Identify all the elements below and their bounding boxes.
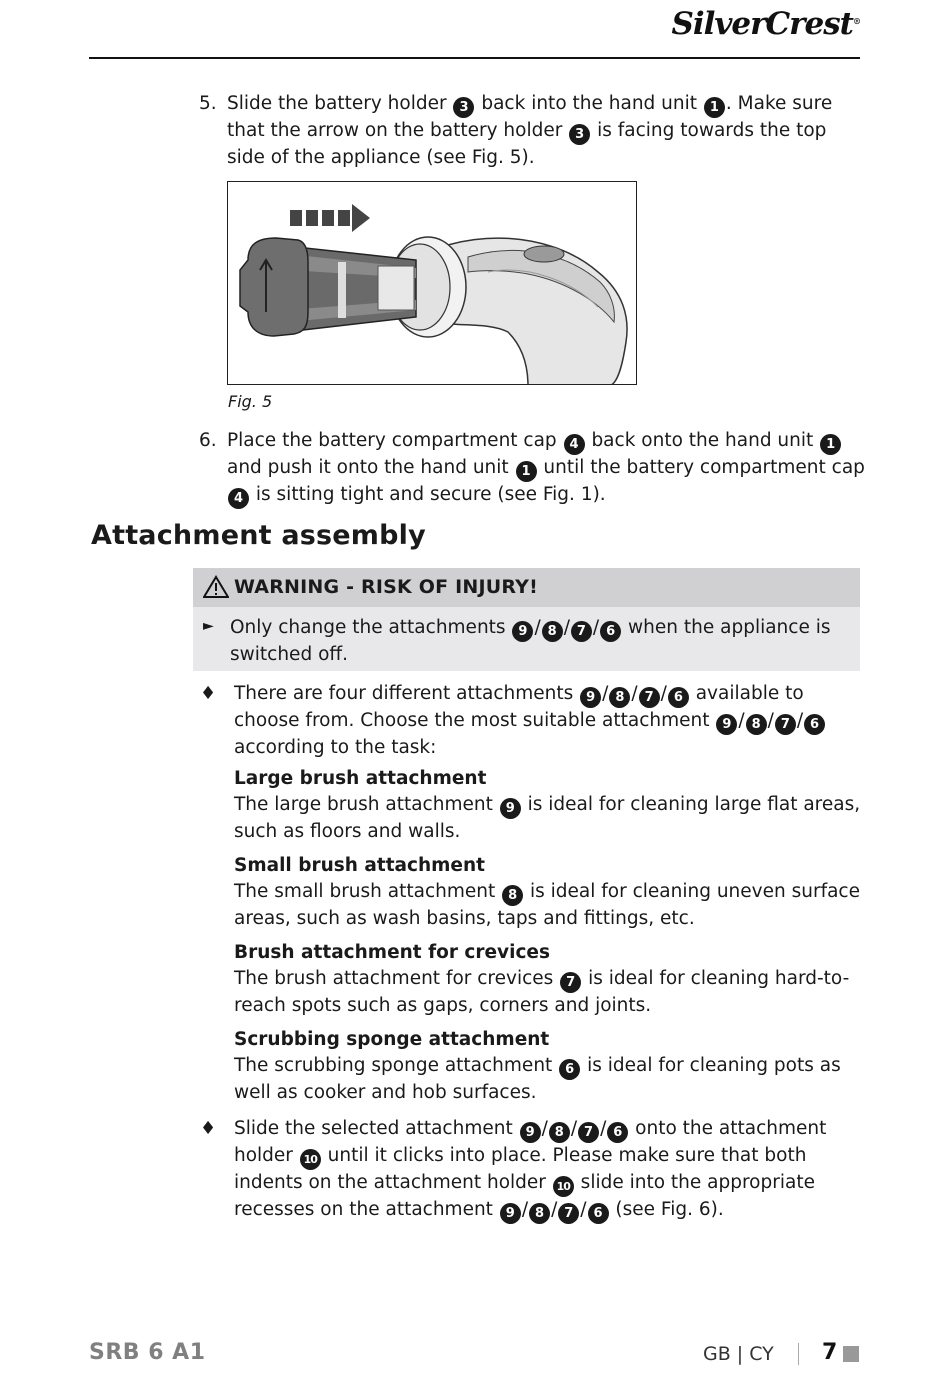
header-rule — [89, 57, 860, 59]
figure-caption: Fig. 5 — [228, 392, 273, 411]
ref-badge: 6 — [668, 687, 689, 708]
warning-text: Only change the attachments 9 / 8 / 7 / 6 when the appliance is switched off. — [230, 617, 831, 665]
ref-badge: 6 — [607, 1122, 628, 1143]
warning-triangle-icon — [203, 575, 229, 599]
ref-badge: 1 — [516, 461, 537, 482]
step-text: Slide the battery holder 3 back into the hand unit 1 . Make sure that the arrow on the battery holder 3 is facing towards the top side of the appliance (see Fig. 5). — [227, 93, 833, 168]
description: The large brush attachment 9 is ideal for cleaning large flat areas, such as floors and walls. — [234, 794, 861, 842]
sponge-block — [234, 1027, 864, 1106]
subheading: Scrubbing sponge attachment — [234, 1029, 550, 1050]
crevice-brush-block — [234, 940, 864, 1019]
figure-5-illustration — [227, 181, 637, 385]
page-number: 7 — [822, 1340, 838, 1365]
ref-badge: 1 — [704, 97, 725, 118]
ref-badge: 6 — [559, 1059, 580, 1080]
brand-logo: SilverCrest® — [671, 6, 860, 42]
ref-badge: 6 — [600, 621, 621, 642]
ref-badge: 9 — [500, 798, 521, 819]
step-5 — [199, 91, 869, 171]
ref-badge: 7 — [578, 1122, 599, 1143]
bullet-text: Slide the selected attachment 9 / 8 / 7 / 6 onto the attachment holder 10 until it clicks into place. Please make sure that both indents on the attachment holder 10 slide into the appropriate recesses on the attachment 9 / 8 / 7 / 6 (see Fig. 6). — [234, 1116, 864, 1224]
ref-badge: 9 — [580, 687, 601, 708]
ref-badge: 8 — [609, 687, 630, 708]
language-codes: GB | CY — [703, 1343, 774, 1365]
ref-badge: 9 — [520, 1122, 541, 1143]
warning-header — [193, 568, 860, 607]
ref-badge: 3 — [569, 124, 590, 145]
description: The brush attachment for crevices 7 is ideal for cleaning hard-to-reach spots such as gaps, corners and joints. — [234, 968, 850, 1016]
ref-badge: 6 — [804, 714, 825, 735]
description: The scrubbing sponge attachment 6 is ideal for cleaning pots as well as cooker and hob surfaces. — [234, 1055, 841, 1103]
page-marker — [843, 1346, 859, 1362]
large-brush-block — [234, 766, 864, 845]
ref-badge: 9 — [512, 621, 533, 642]
warning-box — [193, 568, 860, 671]
subheading: Large brush attachment — [234, 768, 487, 789]
step-number: 6. — [199, 430, 217, 451]
small-brush-block — [234, 853, 864, 932]
ref-badge: 7 — [560, 972, 581, 993]
section-title: Attachment assembly — [91, 520, 426, 551]
ref-badge: 8 — [549, 1122, 570, 1143]
ref-badge: 3 — [453, 97, 474, 118]
ref-badge: 9 — [500, 1203, 521, 1224]
ref-badge: 10 — [553, 1176, 574, 1197]
ref-badge: 1 — [820, 434, 841, 455]
model-number: SRB 6 A1 — [89, 1340, 206, 1365]
arrow-bullet-icon: ► — [203, 618, 214, 634]
description: The small brush attachment 8 is ideal for cleaning uneven surface areas, such as wash basins, taps and fittings, etc. — [234, 881, 860, 929]
ref-badge: 4 — [564, 434, 585, 455]
diamond-bullet-icon: ♦ — [200, 683, 217, 704]
step-text: Place the battery compartment cap 4 back onto the hand unit 1 and push it onto the hand unit 1 until the battery compartment cap 4 is sitting tight and secure (see Fig. 1). — [227, 428, 869, 509]
subheading: Brush attachment for crevices — [234, 942, 550, 963]
ref-badge: 8 — [746, 714, 767, 735]
ref-badge: 8 — [502, 885, 523, 906]
diamond-bullet-icon: ♦ — [200, 1118, 217, 1139]
bullet-text: There are four different attachments 9 / 8 / 7 / 6 available to choose from. Choose the most suitable attachment 9 / 8 / 7 / 6 according to the task: — [234, 681, 864, 761]
footer-divider — [798, 1343, 799, 1365]
ref-badge: 7 — [558, 1203, 579, 1224]
ref-badge: 10 — [300, 1149, 321, 1170]
step-6 — [199, 428, 869, 509]
ref-badge: 8 — [542, 621, 563, 642]
ref-badge: 6 — [588, 1203, 609, 1224]
warning-title: WARNING - RISK OF INJURY! — [234, 576, 538, 598]
step-number: 5. — [199, 93, 217, 114]
ref-badge: 7 — [775, 714, 796, 735]
ref-badge: 9 — [716, 714, 737, 735]
ref-badge: 7 — [639, 687, 660, 708]
ref-badge: 8 — [529, 1203, 550, 1224]
ref-badge: 4 — [228, 488, 249, 509]
subheading: Small brush attachment — [234, 855, 485, 876]
ref-badge: 7 — [571, 621, 592, 642]
